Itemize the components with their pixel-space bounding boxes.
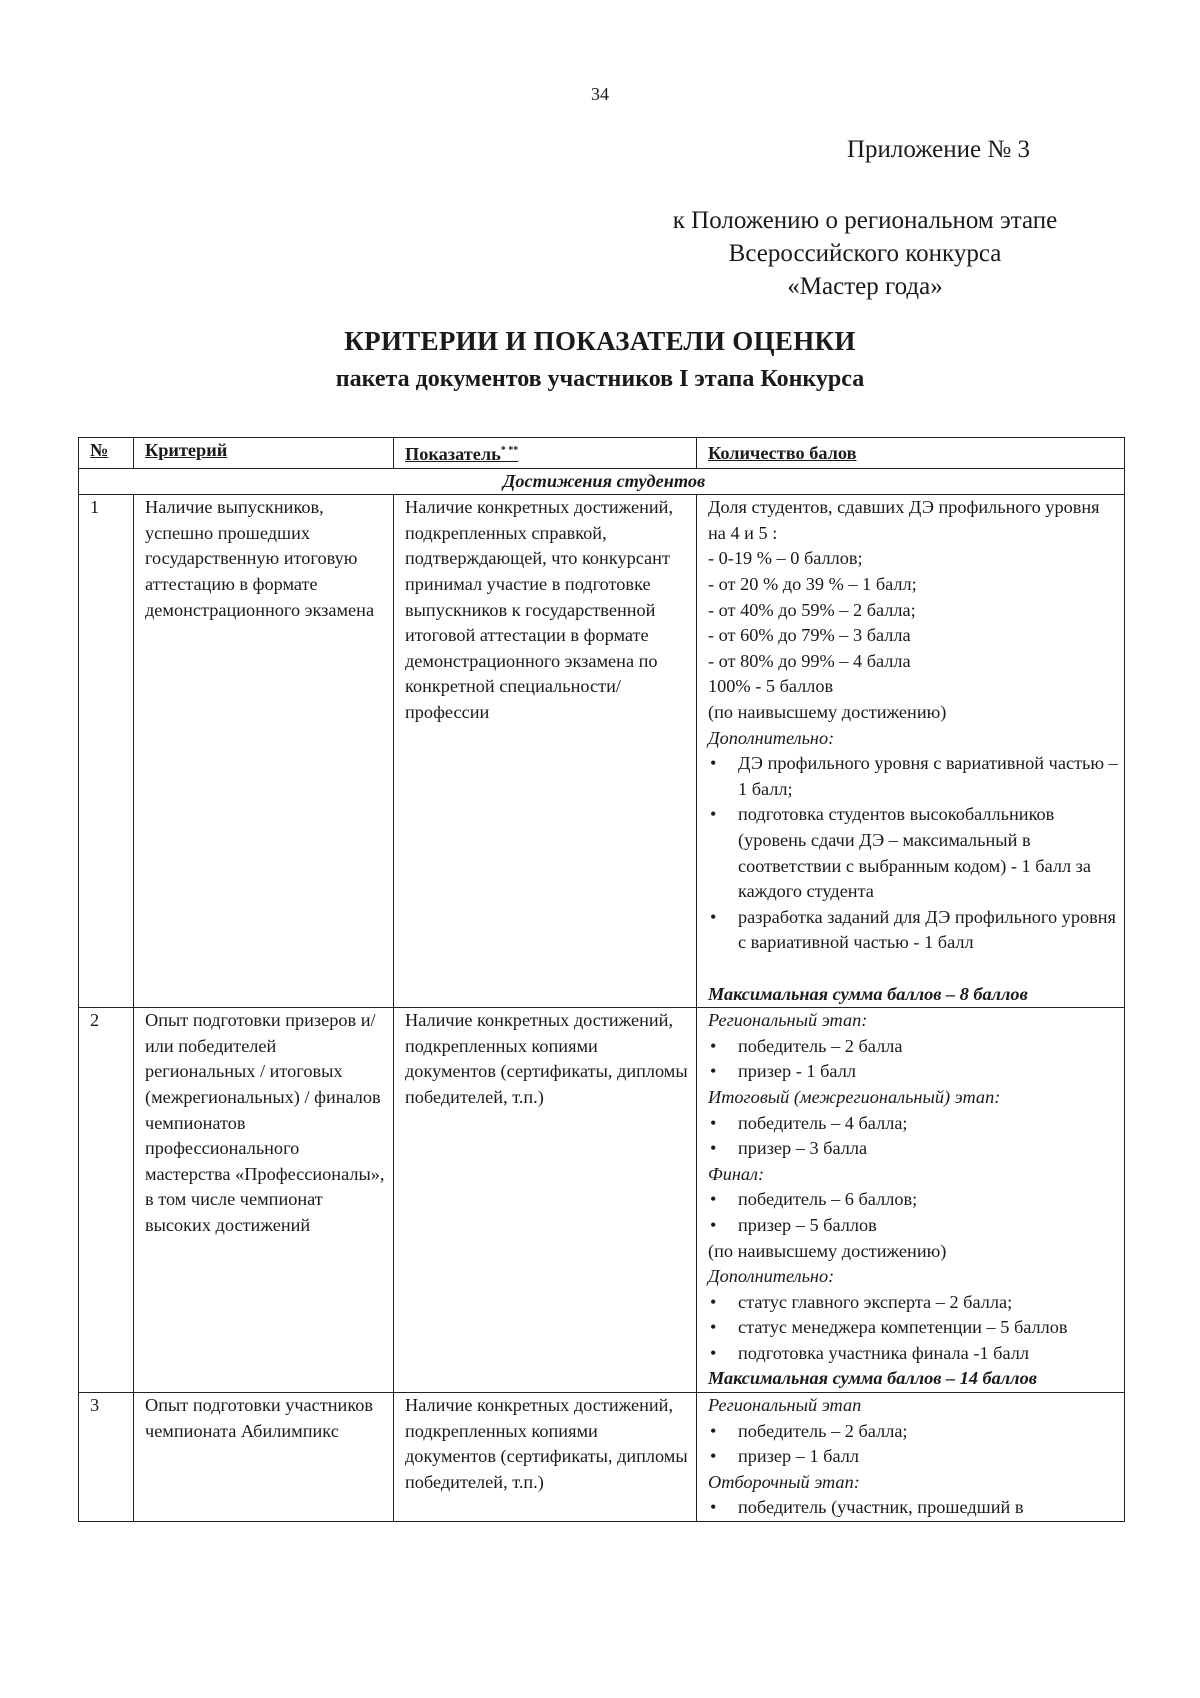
indicator-cell: Наличие конкретных достижений, подкрепленных копиями документов (сертификаты, дипломы победителей, т.п.)	[394, 1008, 697, 1393]
section-title: Достижения студентов	[79, 468, 1125, 495]
bullet-item: • разработка заданий для ДЭ профильного уровня с вариативной частью - 1 балл	[708, 905, 1118, 956]
extra-label: Дополнительно:	[708, 1266, 835, 1287]
stage-label: Региональный этап:	[708, 1010, 868, 1031]
annex-reference	[600, 204, 1130, 303]
page-number: 34	[591, 84, 609, 104]
header-points: Количество балов	[697, 438, 1125, 469]
row-number: 2	[79, 1008, 134, 1393]
points-line: - от 60% до 79% – 3 балла	[708, 625, 911, 646]
bullet-item: • победитель – 6 баллов;	[708, 1187, 1118, 1213]
table-header-row	[79, 438, 1125, 469]
header-criterion: Критерий	[134, 438, 394, 469]
max-points: Максимальная сумма баллов – 8 баллов	[708, 983, 1028, 1004]
row-number: 3	[79, 1393, 134, 1522]
bullet-item: • подготовка участника финала -1 балл	[708, 1341, 1118, 1367]
bullet-item: • призер – 1 балл	[708, 1444, 1118, 1470]
annex-ref-line: Всероссийского конкурса	[728, 240, 1002, 267]
bullet-item: • призер – 3 балла	[708, 1136, 1118, 1162]
bullet-item: • ДЭ профильного уровня с вариативной частью – 1 балл;	[708, 751, 1118, 802]
bullet-item: • победитель – 4 балла;	[708, 1111, 1118, 1137]
annex-ref-line: к Положению о региональном этапе	[672, 207, 1058, 234]
document-title: КРИТЕРИИ И ПОКАЗАТЕЛИ ОЦЕНКИ	[344, 326, 856, 356]
bullet-item: • призер - 1 балл	[708, 1059, 1118, 1085]
row-number: 1	[79, 495, 134, 1008]
annex-title: Приложение № 3	[846, 136, 1030, 163]
bullet-item: • статус главного эксперта – 2 балла;	[708, 1290, 1118, 1316]
header-indicator-label: Показатель	[405, 444, 501, 465]
bullet-item: • призер – 5 баллов	[708, 1213, 1118, 1239]
max-points: Максимальная сумма баллов – 14 баллов	[708, 1368, 1037, 1389]
header-num: №	[79, 438, 134, 469]
criterion-cell: Наличие выпускников, успешно прошедших государственную итоговую аттестацию в формате демонстрационного экзамена	[134, 495, 394, 1008]
bullet-item: • статус менеджера компетенции – 5 баллов	[708, 1315, 1118, 1341]
criteria-table	[78, 437, 1125, 1522]
criterion-cell: Опыт подготовки участников чемпионата Абилимпикс	[134, 1393, 394, 1522]
stage-label: Отборочный этап:	[708, 1471, 860, 1492]
note-text: (по наивысшему достижению)	[708, 1240, 947, 1261]
indicator-cell: Наличие конкретных достижений, подкрепленных справкой, подтверждающей, что конкурсант принимал участие в подготовке выпускников к государственной итоговой аттестации в формате демонстрационного экзамена по конкретной специальности/профессии	[394, 495, 697, 1008]
points-line: - от 20 % до 39 % – 1 балл;	[708, 574, 917, 595]
header-indicator-marks: * **	[500, 445, 519, 456]
stage-label: Региональный этап	[708, 1395, 862, 1416]
points-cell	[697, 1393, 1125, 1522]
annex-ref-line: «Мастер года»	[787, 273, 943, 300]
extra-label: Дополнительно:	[708, 727, 835, 748]
points-cell	[697, 495, 1125, 1008]
indicator-cell: Наличие конкретных достижений, подкрепленных копиями документов (сертификаты, дипломы победителей, т.п.)	[394, 1393, 697, 1522]
spacer	[708, 956, 1118, 982]
section-row	[79, 468, 1125, 495]
document-subtitle: пакета документов участников I этапа Конкурса	[335, 366, 865, 392]
bullet-item: • победитель – 2 балла;	[708, 1419, 1118, 1445]
table-row	[79, 495, 1125, 1008]
points-cell	[697, 1008, 1125, 1393]
bullet-item: • победитель (участник, прошедший в	[708, 1495, 1118, 1521]
stage-label: Итоговый (межрегиональный) этап:	[708, 1086, 1001, 1107]
points-line: - от 40% до 59% – 2 балла;	[708, 599, 916, 620]
criterion-cell: Опыт подготовки призеров и/или победителей региональных / итоговых (межрегиональных) / финалов чемпионатов профессионального мастерства «Профессионалы», в том числе чемпионат высоких достижений	[134, 1008, 394, 1393]
bullet-item: • победитель – 2 балла	[708, 1034, 1118, 1060]
table-row	[79, 1008, 1125, 1393]
header-indicator	[394, 438, 697, 469]
bullet-item: • подготовка студентов высокобалльников (уровень сдачи ДЭ – максимальный в соответствии с выбранным кодом) - 1 балл за каждого студента	[708, 802, 1118, 904]
points-line: 100% - 5 баллов	[708, 676, 834, 697]
points-line: - от 80% до 99% – 4 балла	[708, 650, 911, 671]
points-line: (по наивысшему достижению)	[708, 702, 947, 723]
stage-label: Финал:	[708, 1163, 765, 1184]
table-row	[79, 1393, 1125, 1522]
points-line: Доля студентов, сдавших ДЭ профильного уровня на 4 и 5 :	[708, 497, 1100, 543]
points-line: - 0-19 % – 0 баллов;	[708, 548, 863, 569]
